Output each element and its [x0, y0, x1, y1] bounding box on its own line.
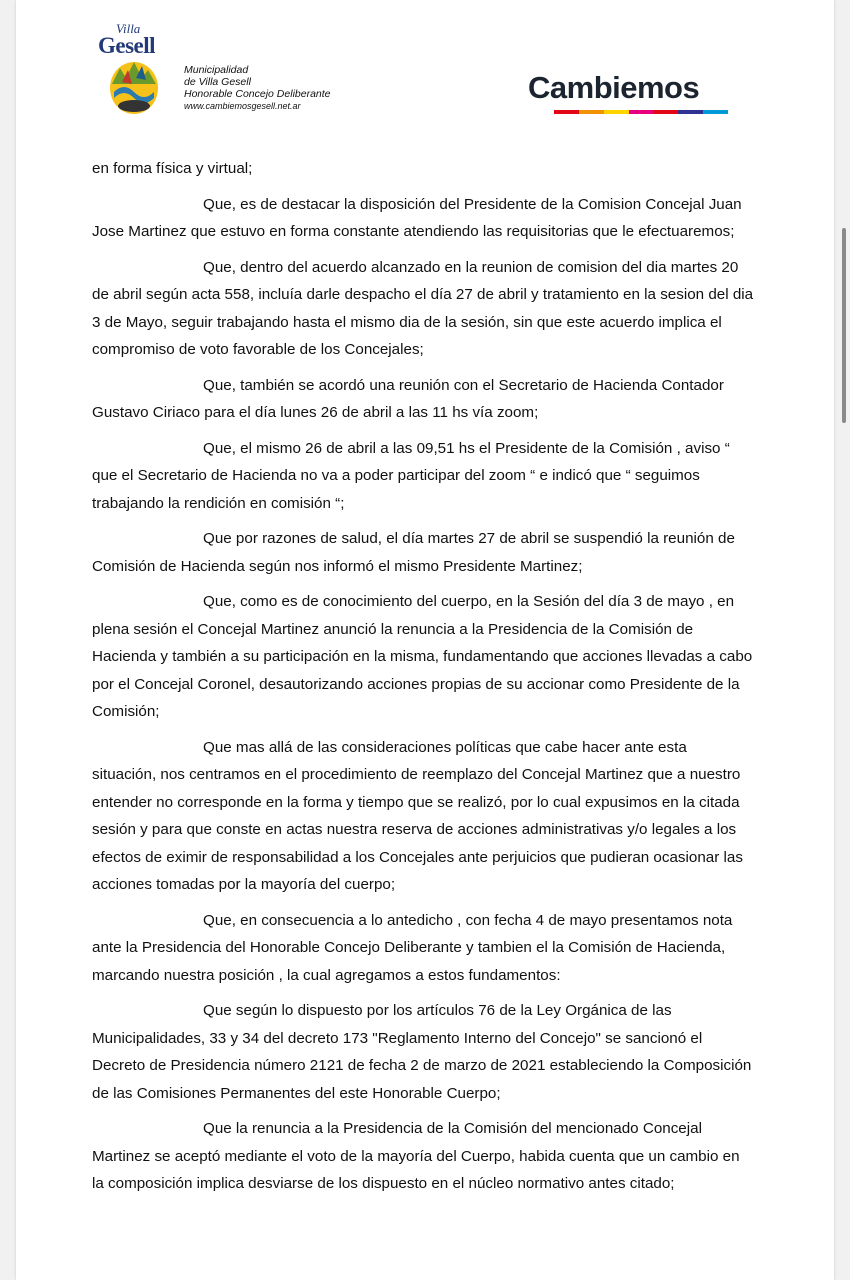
- paragraph: Que, es de destacar la disposición del Presidente de la Comision Concejal Juan Jose Martinez que estuvo en forma constante atendiendo las requisitorias que le efectuaremos;: [92, 195, 742, 240]
- paragraph: Que, como es de conocimiento del cuerpo, en la Sesión del día 3 de mayo , en plena sesión el Concejal Martinez anunció la renuncia a la Presidencia de la Comisión de Hacienda y también a su participación en la misma, fundamentando que acciones llevadas a cabo por el Concejal Coronel, desautorizando acciones propias de su accionar como Presidente de la Comisión;: [92, 593, 753, 720]
- logo-gesell-text: Gesell: [98, 33, 156, 58]
- scrollbar-thumb[interactable]: [842, 228, 846, 423]
- paragraph: Que, el mismo 26 de abril a las 09,51 hs el Presidente de la Comisión , aviso “ que el Secretario de Hacienda no va a poder participar del zoom “ e indicó que “ seguimos trabajando la rendición en comisión “;: [92, 439, 730, 512]
- paragraph: en forma física y virtual;: [92, 160, 253, 177]
- paragraph: Que la renuncia a la Presidencia de la Comisión del mencionado Concejal Martinez se aceptó mediante el voto de la mayoría del Cuerpo, habida cuenta que un cambio en la composición implica desviarse de los dispuesto en el núcleo normativo antes citado;: [92, 1120, 740, 1192]
- paragraph: Que, también se acordó una reunión con el Secretario de Hacienda Contador Gustavo Ciriaco para el día lunes 26 de abril a las 11 hs vía zoom;: [92, 376, 724, 421]
- logo-villa-text: Villa: [116, 21, 141, 36]
- brand-color-segment: [629, 110, 654, 114]
- muni-line: Municipalidad: [184, 64, 249, 76]
- paragraph: Que mas allá de las consideraciones políticas que cabe hacer ante esta situación, nos centramos en el procedimiento de reemplazo del Concejal Martinez que a nuestro entender no corresponde en la forma y tiempo que se realizó, por lo cual expusimos en la citada sesión y para que conste en actas nuestra reserva de acciones administrativas y/o legales a los efectos de eximir de responsabilidad a los Concejales ante perjuicios que pudieran ocasionar las acciones tomadas por la mayoría del cuerpo;: [92, 738, 743, 893]
- paragraph: Que, dentro del acuerdo alcanzado en la reunion de comision del dia martes 20 de abril según acta 558, incluía darle despacho el día 27 de abril y tratamiento en la sesion del dia 3 de Mayo, seguir trabajando hasta el mismo dia de la sesión, sin que este acuerdo implica el compromiso de voto favorable de los Concejales;: [92, 258, 754, 358]
- municipality-info: [184, 64, 331, 112]
- paragraph: Que, en consecuencia a lo antedicho , con fecha 4 de mayo presentamos nota ante la Presidencia del Honorable Concejo Deliberante y tambien el la Comisión de Hacienda, marcando nuestra posición , la cual agregamos a estos fundamentos:: [92, 911, 733, 984]
- brand-color-segment: [554, 110, 579, 114]
- paragraph: Que por razones de salud, el día martes 27 de abril se suspendió la reunión de Comisión de Hacienda según nos informó el mismo Presidente Martinez;: [92, 530, 735, 575]
- paragraph: Que según lo dispuesto por los artículos 76 de la Ley Orgánica de las Municipalidades, 33 y 34 del decreto 173 "Reglamento Interno del Concejo" se sancionó el Decreto de Presidencia número 2121 de fecha 2 de marzo de 2021 estableciendo la Composición de las Comisiones Permanentes del este Honorable Cuerpo;: [92, 1002, 752, 1102]
- brand-color-segment: [604, 110, 629, 114]
- cambiemos-brand: Cambiemos: [528, 70, 700, 105]
- document-page: [16, 0, 834, 1280]
- brand-color-segment: [579, 110, 604, 114]
- website-text: www.cambiemosgesell.net.ar: [184, 101, 301, 111]
- brand-color-segment: [678, 110, 703, 114]
- brand-color-segment: [653, 110, 678, 114]
- muni-line: Honorable Concejo Deliberante: [184, 88, 331, 100]
- document-body: [92, 155, 754, 1206]
- muni-line: de Villa Gesell: [184, 76, 251, 88]
- brand-color-segment: [703, 110, 728, 114]
- brand-color-bar: [554, 110, 728, 114]
- letterhead: [16, 0, 834, 150]
